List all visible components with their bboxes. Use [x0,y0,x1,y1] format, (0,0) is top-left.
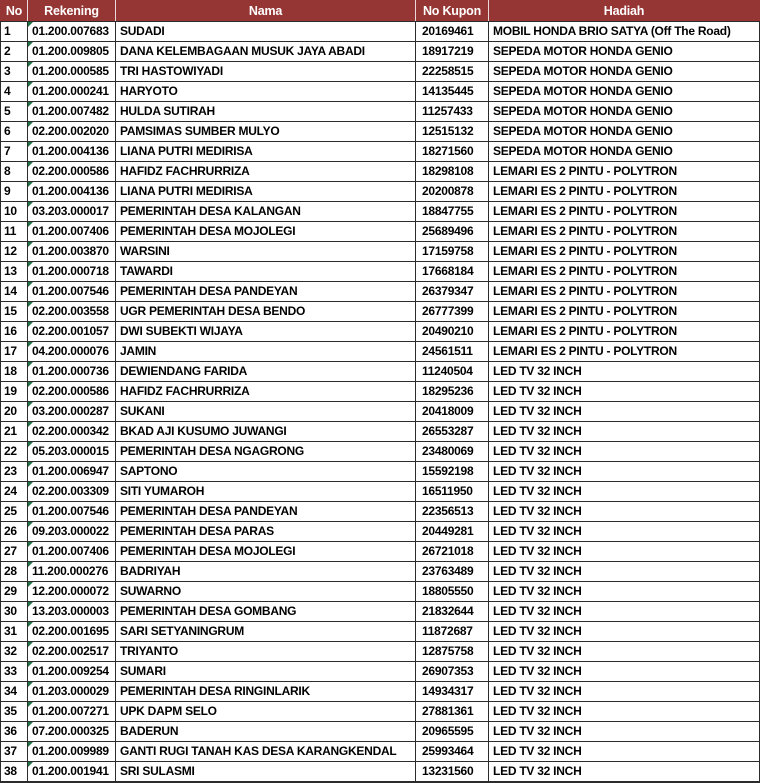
cell-rekening[interactable]: 01.200.009254 [28,662,116,682]
cell-no_kupon[interactable]: 22258515 [416,62,489,82]
table-row [1,562,760,582]
cell-no[interactable]: 2 [1,42,28,62]
cell-no[interactable]: 6 [1,122,28,142]
cell-rekening[interactable]: 03.200.000287 [28,402,116,422]
cell-no_kupon[interactable]: 14934317 [416,682,489,702]
cell-no[interactable]: 36 [1,722,28,742]
cell-nama[interactable]: UGR PEMERINTAH DESA BENDO [116,302,416,322]
table-row [1,682,760,702]
cell-no[interactable]: 11 [1,222,28,242]
cell-rekening[interactable]: 05.203.000015 [28,442,116,462]
error-indicator-triangle-icon [28,102,33,107]
cell-nama[interactable]: DANA KELEMBAGAAN MUSUK JAYA ABADI [116,42,416,62]
cell-no_kupon[interactable]: 18298108 [416,162,489,182]
cell-nama[interactable]: LIANA PUTRI MEDIRISA [116,142,416,162]
cell-no_kupon[interactable]: 25993464 [416,742,489,762]
table-row [1,662,760,682]
cell-no_kupon[interactable]: 20418009 [416,402,489,422]
cell-no[interactable]: 19 [1,382,28,402]
cell-nama[interactable]: PEMERINTAH DESA PANDEYAN [116,282,416,302]
cell-rekening[interactable]: 02.200.002020 [28,122,116,142]
table-row [1,762,760,783]
cell-hadiah[interactable]: LED TV 32 INCH [489,682,760,702]
table-row [1,582,760,602]
cell-no_kupon[interactable]: 27881361 [416,702,489,722]
table-row [1,702,760,722]
cell-no_kupon[interactable]: 18847755 [416,202,489,222]
cell-rekening[interactable]: 01.203.000029 [28,682,116,702]
cell-hadiah[interactable]: LEMARI ES 2 PINTU - POLYTRON [489,262,760,282]
cell-no[interactable]: 25 [1,502,28,522]
error-indicator-triangle-icon [28,422,33,427]
table-row [1,222,760,242]
table-row [1,242,760,262]
cell-hadiah[interactable]: LEMARI ES 2 PINTU - POLYTRON [489,182,760,202]
cell-rekening[interactable]: 01.200.007546 [28,282,116,302]
error-indicator-triangle-icon [28,402,33,407]
cell-nama[interactable]: TRI HASTOWIYADI [116,62,416,82]
cell-nama[interactable]: JAMIN [116,342,416,362]
cell-rekening[interactable]: 01.200.007271 [28,702,116,722]
cell-no_kupon[interactable]: 20169461 [416,22,489,42]
error-indicator-triangle-icon [28,282,33,287]
table-row [1,462,760,482]
cell-nama[interactable]: WARSINI [116,242,416,262]
column-header-no[interactable]: No [1,1,28,22]
cell-hadiah[interactable]: SEPEDA MOTOR HONDA GENIO [489,62,760,82]
cell-nama[interactable]: TRIYANTO [116,642,416,662]
cell-no_kupon[interactable]: 23480069 [416,442,489,462]
cell-no[interactable]: 31 [1,622,28,642]
table-row [1,42,760,62]
error-indicator-triangle-icon [28,142,33,147]
cell-no[interactable]: 28 [1,562,28,582]
cell-no_kupon[interactable]: 26907353 [416,662,489,682]
cell-no_kupon[interactable]: 12515132 [416,122,489,142]
error-indicator-triangle-icon [28,162,33,167]
cell-nama[interactable]: HARYOTO [116,82,416,102]
cell-no[interactable]: 37 [1,742,28,762]
error-indicator-triangle-icon [28,62,33,67]
cell-no_kupon[interactable]: 13231560 [416,762,489,783]
cell-no_kupon[interactable]: 21832644 [416,602,489,622]
cell-hadiah[interactable]: LEMARI ES 2 PINTU - POLYTRON [489,282,760,302]
table-row [1,542,760,562]
cell-hadiah[interactable]: LED TV 32 INCH [489,662,760,682]
cell-no_kupon[interactable]: 15592198 [416,462,489,482]
cell-hadiah[interactable]: SEPEDA MOTOR HONDA GENIO [489,142,760,162]
table-row [1,302,760,322]
cell-nama[interactable]: TAWARDI [116,262,416,282]
table-row [1,82,760,102]
table-row [1,162,760,182]
cell-no[interactable]: 1 [1,22,28,42]
table-row [1,722,760,742]
cell-no[interactable]: 30 [1,602,28,622]
error-indicator-triangle-icon [28,582,33,587]
error-indicator-triangle-icon [28,242,33,247]
cell-hadiah[interactable]: LED TV 32 INCH [489,762,760,783]
cell-rekening[interactable]: 01.200.004136 [28,142,116,162]
table-row [1,122,760,142]
cell-nama[interactable]: PEMERINTAH DESA GOMBANG [116,602,416,622]
error-indicator-triangle-icon [28,202,33,207]
cell-rekening[interactable]: 02.200.000342 [28,422,116,442]
error-indicator-triangle-icon [28,42,33,47]
cell-nama[interactable]: PEMERINTAH DESA MOJOLEGI [116,222,416,242]
cell-rekening[interactable]: 01.200.007406 [28,222,116,242]
cell-no[interactable]: 10 [1,202,28,222]
cell-hadiah[interactable]: LED TV 32 INCH [489,582,760,602]
header-row [1,1,760,22]
cell-hadiah[interactable]: MOBIL HONDA BRIO SATYA (Off The Road) [489,22,760,42]
error-indicator-triangle-icon [28,642,33,647]
cell-no_kupon[interactable]: 24561511 [416,342,489,362]
cell-hadiah[interactable]: LED TV 32 INCH [489,742,760,762]
cell-hadiah[interactable]: SEPEDA MOTOR HONDA GENIO [489,42,760,62]
error-indicator-triangle-icon [28,442,33,447]
cell-rekening[interactable]: 13.203.000003 [28,602,116,622]
cell-hadiah[interactable]: LED TV 32 INCH [489,702,760,722]
cell-no[interactable]: 20 [1,402,28,422]
table-row [1,502,760,522]
cell-hadiah[interactable]: SEPEDA MOTOR HONDA GENIO [489,82,760,102]
cell-nama[interactable]: DWI SUBEKTI WIJAYA [116,322,416,342]
error-indicator-triangle-icon [28,362,33,367]
cell-no[interactable]: 4 [1,82,28,102]
cell-hadiah[interactable]: SEPEDA MOTOR HONDA GENIO [489,102,760,122]
error-indicator-triangle-icon [28,182,33,187]
cell-rekening[interactable]: 01.200.007683 [28,22,116,42]
cell-no[interactable]: 32 [1,642,28,662]
cell-hadiah[interactable]: LED TV 32 INCH [489,482,760,502]
error-indicator-triangle-icon [28,562,33,567]
error-indicator-triangle-icon [28,482,33,487]
table-row [1,342,760,362]
cell-no[interactable]: 12 [1,242,28,262]
cell-no[interactable]: 17 [1,342,28,362]
cell-no_kupon[interactable]: 20200878 [416,182,489,202]
error-indicator-triangle-icon [28,762,33,767]
error-indicator-triangle-icon [28,302,33,307]
cell-rekening[interactable]: 02.200.003558 [28,302,116,322]
cell-nama[interactable]: HAFIDZ FACHRURRIZA [116,382,416,402]
cell-rekening[interactable]: 01.200.004136 [28,182,116,202]
cell-hadiah[interactable]: LEMARI ES 2 PINTU - POLYTRON [489,322,760,342]
cell-hadiah[interactable]: LED TV 32 INCH [489,422,760,442]
cell-no_kupon[interactable]: 22356513 [416,502,489,522]
cell-nama[interactable]: SUDADI [116,22,416,42]
error-indicator-triangle-icon [28,622,33,627]
error-indicator-triangle-icon [28,542,33,547]
table-row [1,742,760,762]
cell-no_kupon[interactable]: 14135445 [416,82,489,102]
cell-nama[interactable]: PEMERINTAH DESA NGAGRONG [116,442,416,462]
cell-rekening[interactable]: 01.200.000241 [28,82,116,102]
cell-hadiah[interactable]: LEMARI ES 2 PINTU - POLYTRON [489,202,760,222]
cell-rekening[interactable]: 02.200.000586 [28,382,116,402]
cell-nama[interactable]: HAFIDZ FACHRURRIZA [116,162,416,182]
column-header-no-kupon[interactable]: No Kupon [416,1,489,22]
cell-nama[interactable]: SAPTONO [116,462,416,482]
cell-nama[interactable]: SUMARI [116,662,416,682]
table-row [1,362,760,382]
cell-no[interactable]: 21 [1,422,28,442]
cell-rekening[interactable]: 01.200.006947 [28,462,116,482]
cell-nama[interactable]: PEMERINTAH DESA PARAS [116,522,416,542]
table-row [1,182,760,202]
cell-hadiah[interactable]: SEPEDA MOTOR HONDA GENIO [489,122,760,142]
cell-hadiah[interactable]: LED TV 32 INCH [489,442,760,462]
table-row [1,262,760,282]
cell-hadiah[interactable]: LED TV 32 INCH [489,542,760,562]
cell-rekening[interactable]: 03.203.000017 [28,202,116,222]
cell-no_kupon[interactable]: 18271560 [416,142,489,162]
cell-nama[interactable]: PEMERINTAH DESA KALANGAN [116,202,416,222]
cell-hadiah[interactable]: LED TV 32 INCH [489,622,760,642]
cell-hadiah[interactable]: LED TV 32 INCH [489,502,760,522]
cell-no[interactable]: 33 [1,662,28,682]
error-indicator-triangle-icon [28,322,33,327]
cell-rekening[interactable]: 02.200.002517 [28,642,116,662]
cell-nama[interactable]: SUKANI [116,402,416,422]
error-indicator-triangle-icon [28,22,33,27]
cell-no_kupon[interactable]: 26553287 [416,422,489,442]
table-row [1,422,760,442]
cell-nama[interactable]: BADERUN [116,722,416,742]
cell-no[interactable]: 14 [1,282,28,302]
error-indicator-triangle-icon [28,522,33,527]
cell-no[interactable]: 3 [1,62,28,82]
table-row [1,62,760,82]
cell-nama[interactable]: PEMERINTAH DESA RINGINLARIK [116,682,416,702]
cell-no_kupon[interactable]: 20449281 [416,522,489,542]
cell-hadiah[interactable]: LEMARI ES 2 PINTU - POLYTRON [489,302,760,322]
cell-no[interactable]: 18 [1,362,28,382]
cell-rekening[interactable]: 01.200.000736 [28,362,116,382]
cell-nama[interactable]: BKAD AJI KUSUMO JUWANGI [116,422,416,442]
table-row [1,522,760,542]
cell-rekening[interactable]: 04.200.000076 [28,342,116,362]
cell-no[interactable]: 13 [1,262,28,282]
cell-no[interactable]: 8 [1,162,28,182]
cell-no[interactable]: 22 [1,442,28,462]
cell-no_kupon[interactable]: 17668184 [416,262,489,282]
cell-no_kupon[interactable]: 26721018 [416,542,489,562]
table-row [1,482,760,502]
cell-hadiah[interactable]: LED TV 32 INCH [489,522,760,542]
cell-nama[interactable]: UPK DAPM SELO [116,702,416,722]
column-header-rekening[interactable]: Rekening [28,1,116,22]
cell-rekening[interactable]: 01.200.000718 [28,262,116,282]
cell-hadiah[interactable]: LED TV 32 INCH [489,602,760,622]
cell-nama[interactable]: DEWIENDANG FARIDA [116,362,416,382]
cell-no_kupon[interactable]: 18805550 [416,582,489,602]
cell-rekening[interactable]: 01.200.000585 [28,62,116,82]
cell-hadiah[interactable]: LEMARI ES 2 PINTU - POLYTRON [489,222,760,242]
table-body [1,22,760,783]
cell-rekening[interactable]: 01.200.003870 [28,242,116,262]
cell-nama[interactable]: PEMERINTAH DESA MOJOLEGI [116,542,416,562]
error-indicator-triangle-icon [28,702,33,707]
cell-nama[interactable]: SITI YUMAROH [116,482,416,502]
error-indicator-triangle-icon [28,722,33,727]
cell-no[interactable]: 16 [1,322,28,342]
table-row [1,322,760,342]
cell-hadiah[interactable]: LED TV 32 INCH [489,562,760,582]
cell-no_kupon[interactable]: 26777399 [416,302,489,322]
table-row [1,382,760,402]
table-row [1,642,760,662]
cell-no_kupon[interactable]: 23763489 [416,562,489,582]
cell-nama[interactable]: SRI SULASMI [116,762,416,783]
error-indicator-triangle-icon [28,342,33,347]
cell-rekening[interactable]: 01.200.009989 [28,742,116,762]
cell-nama[interactable]: PEMERINTAH DESA PANDEYAN [116,502,416,522]
cell-no_kupon[interactable]: 12875758 [416,642,489,662]
cell-rekening[interactable]: 01.200.007406 [28,542,116,562]
cell-nama[interactable]: HULDA SUTIRAH [116,102,416,122]
error-indicator-triangle-icon [28,462,33,467]
cell-no_kupon[interactable]: 20490210 [416,322,489,342]
cell-nama[interactable]: BADRIYAH [116,562,416,582]
error-indicator-triangle-icon [28,602,33,607]
table-row [1,22,760,42]
cell-rekening[interactable]: 02.200.003309 [28,482,116,502]
cell-nama[interactable]: SUWARNO [116,582,416,602]
cell-no_kupon[interactable]: 18295236 [416,382,489,402]
cell-nama[interactable]: LIANA PUTRI MEDIRISA [116,182,416,202]
cell-rekening[interactable]: 12.200.000072 [28,582,116,602]
cell-nama[interactable]: PAMSIMAS SUMBER MULYO [116,122,416,142]
cell-hadiah[interactable]: LED TV 32 INCH [489,642,760,662]
error-indicator-triangle-icon [28,742,33,747]
cell-rekening[interactable]: 09.203.000022 [28,522,116,542]
table-row [1,102,760,122]
error-indicator-triangle-icon [28,662,33,667]
cell-no[interactable]: 35 [1,702,28,722]
cell-no[interactable]: 38 [1,762,28,783]
table-row [1,602,760,622]
column-header-nama[interactable]: Nama [116,1,416,22]
cell-hadiah[interactable]: LED TV 32 INCH [489,722,760,742]
cell-no[interactable]: 27 [1,542,28,562]
cell-no_kupon[interactable]: 16511950 [416,482,489,502]
cell-rekening[interactable]: 02.200.001057 [28,322,116,342]
cell-rekening[interactable]: 01.200.007546 [28,502,116,522]
cell-hadiah[interactable]: LEMARI ES 2 PINTU - POLYTRON [489,162,760,182]
column-header-hadiah[interactable]: Hadiah [489,1,760,22]
table-row [1,202,760,222]
cell-no_kupon[interactable]: 11257433 [416,102,489,122]
table-header [1,1,760,22]
table-row [1,142,760,162]
cell-no_kupon[interactable]: 11240504 [416,362,489,382]
error-indicator-triangle-icon [28,262,33,267]
cell-hadiah[interactable]: LED TV 32 INCH [489,402,760,422]
error-indicator-triangle-icon [28,382,33,387]
cell-no[interactable]: 23 [1,462,28,482]
table-row [1,402,760,422]
table-row [1,282,760,302]
cell-rekening[interactable]: 07.200.000325 [28,722,116,742]
cell-no[interactable]: 5 [1,102,28,122]
cell-rekening[interactable]: 01.200.001941 [28,762,116,783]
error-indicator-triangle-icon [28,82,33,87]
cell-no_kupon[interactable]: 17159758 [416,242,489,262]
cell-rekening[interactable]: 11.200.000276 [28,562,116,582]
cell-no_kupon[interactable]: 18917219 [416,42,489,62]
cell-hadiah[interactable]: LEMARI ES 2 PINTU - POLYTRON [489,242,760,262]
table-row [1,622,760,642]
cell-hadiah[interactable]: LEMARI ES 2 PINTU - POLYTRON [489,342,760,362]
cell-rekening[interactable]: 02.200.000586 [28,162,116,182]
cell-hadiah[interactable]: LED TV 32 INCH [489,462,760,482]
cell-no[interactable]: 29 [1,582,28,602]
cell-no[interactable]: 15 [1,302,28,322]
cell-hadiah[interactable]: LED TV 32 INCH [489,382,760,402]
cell-no_kupon[interactable]: 11872687 [416,622,489,642]
error-indicator-triangle-icon [28,122,33,127]
cell-no[interactable]: 34 [1,682,28,702]
cell-nama[interactable]: GANTI RUGI TANAH KAS DESA KARANGKENDAL [116,742,416,762]
cell-rekening[interactable]: 02.200.001695 [28,622,116,642]
cell-no_kupon[interactable]: 25689496 [416,222,489,242]
cell-hadiah[interactable]: LED TV 32 INCH [489,362,760,382]
error-indicator-triangle-icon [28,682,33,687]
cell-no_kupon[interactable]: 26379347 [416,282,489,302]
error-indicator-triangle-icon [28,222,33,227]
cell-no[interactable]: 24 [1,482,28,502]
cell-rekening[interactable]: 01.200.007482 [28,102,116,122]
error-indicator-triangle-icon [28,502,33,507]
cell-nama[interactable]: SARI SETYANINGRUM [116,622,416,642]
cell-no[interactable]: 26 [1,522,28,542]
cell-no[interactable]: 7 [1,142,28,162]
table-row [1,442,760,462]
cell-no_kupon[interactable]: 20965595 [416,722,489,742]
cell-rekening[interactable]: 01.200.009805 [28,42,116,62]
cell-no[interactable]: 9 [1,182,28,202]
